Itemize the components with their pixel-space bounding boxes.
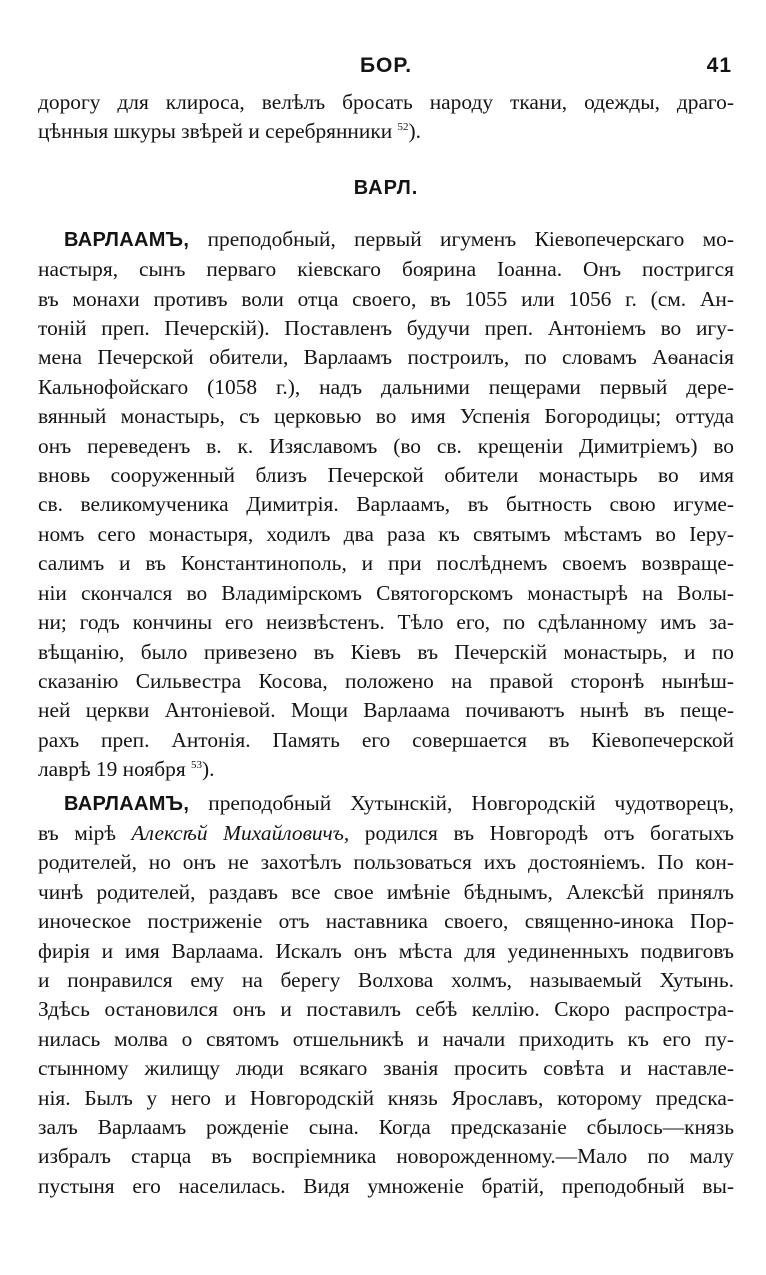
page-number: 41 bbox=[706, 54, 732, 77]
text-line: рахъ преп. Антонія. Память его совершается въ Кіевопечерской bbox=[38, 727, 734, 752]
text-line: настыря, сынъ перваго кіевскаго боярина Іоанна. Онъ постригся bbox=[38, 257, 734, 282]
text-line: нія. Былъ у него и Новгородскій князь Ярославъ, которому предска- bbox=[38, 1085, 734, 1110]
section-title: ВАРЛ. bbox=[353, 176, 419, 199]
text-line: Кальнофойскаго (1058 г.), надъ дальними пещерами первый дере- bbox=[38, 374, 734, 399]
text-line: нилась молва о святомъ отшельникѣ и начали приходить къ его пу- bbox=[38, 1026, 734, 1051]
text-fragment: преподобный Хутынскій, Новгородскій чудотворецъ, bbox=[208, 790, 734, 815]
text-line bbox=[38, 819, 734, 848]
text-line: стынному жилищу люди всякаго званія просить совѣта и наставле- bbox=[38, 1056, 734, 1081]
text-line: сказанію Сильвестра Косова, положено на правой сторонѣ нынѣш- bbox=[38, 668, 734, 693]
text-fragment: преподобный, первый игуменъ Кіевопечерскаго мо- bbox=[207, 226, 734, 251]
italic-name: Алексѣй Михайловичъ, bbox=[131, 820, 350, 845]
text-line: фирія и имя Варлаама. Искалъ онъ мѣста для уединенныхъ подвиговъ bbox=[38, 938, 734, 963]
text-line: чинѣ родителей, раздавъ все свое имѣніе бѣднымъ, Алексѣй принялъ bbox=[38, 879, 734, 904]
text-line bbox=[38, 755, 734, 784]
text-line: и понравился ему на берегу Волхова холмъ, называемый Хутынь. bbox=[38, 967, 734, 992]
text-line: вянный монастырь, съ церковью во имя Успенія Богородицы; оттуда bbox=[38, 404, 734, 429]
text-line: пустыня его населилась. Видя умноженіе братій, преподобный вы- bbox=[38, 1173, 734, 1198]
text-line: онъ переведенъ в. к. Изяславомъ (во св. крещеніи Димитріемъ) во bbox=[38, 433, 734, 458]
text-fragment: ). bbox=[202, 757, 215, 782]
text-line: Здѣсь остановился онъ и поставилъ себѣ келлію. Скоро распростра- bbox=[38, 997, 734, 1022]
running-head-title: БОР. bbox=[359, 54, 413, 77]
entry-headword: ВАРЛААМЪ, bbox=[64, 792, 190, 815]
text-line: вновь сооруженный близъ Печерской обители монастырь во имя bbox=[38, 463, 734, 488]
text-line: ніи скончался во Владимірскомъ Святогорскомъ монастырѣ на Волы- bbox=[38, 580, 734, 605]
footnote-ref: 53 bbox=[191, 759, 203, 771]
text-line: ней церкви Антоніевой. Мощи Варлаама почиваютъ нынѣ въ пеще- bbox=[38, 698, 734, 723]
entry-varlaam-kiev bbox=[38, 225, 734, 785]
text-line: въ монахи противъ воли отца своего, въ 1055 или 1056 г. (см. Ан- bbox=[38, 286, 734, 311]
text-fragment: въ мірѣ bbox=[38, 820, 116, 845]
text-line: дорогу для клироса, велѣлъ бросать народу ткани, одежды, драго- bbox=[38, 90, 734, 114]
text-fragment: лаврѣ 19 ноября bbox=[38, 757, 186, 782]
text-line: номъ сего монастыря, ходилъ два раза къ святымъ мѣстамъ во Іеру- bbox=[38, 521, 734, 546]
entry-headword: ВАРЛААМЪ, bbox=[64, 228, 190, 251]
continuation-paragraph bbox=[38, 88, 734, 147]
entry-varlaam-khutyn bbox=[38, 789, 734, 1202]
text-fragment: родился въ Новгородѣ отъ богатыхъ bbox=[364, 820, 734, 845]
text-line: св. великомученика Димитрія. Варлаамъ, въ бытность свою игуме- bbox=[38, 492, 734, 517]
text-line: иноческое постриженіе отъ наставника своего, священно-инока Пор- bbox=[38, 909, 734, 934]
text-line: родителей, но онъ не захотѣлъ пользоваться ихъ достояніемъ. По кон- bbox=[38, 850, 734, 875]
body-text bbox=[38, 88, 734, 1201]
text-line: мена Печерской обители, Варлаамъ построилъ, по словамъ Аѳанасія bbox=[38, 345, 734, 370]
text-line: залъ Варлаамъ рожденіе сына. Когда предсказаніе сбылось—князь bbox=[38, 1115, 734, 1139]
book-page bbox=[38, 48, 734, 1201]
text-line bbox=[38, 117, 734, 146]
text-line: избралъ старца въ воспріемника новорожденному.—Мало по малу bbox=[38, 1144, 734, 1169]
text-line: ни; годъ кончины его неизвѣстенъ. Тѣло его, по сдѣланному имъ за- bbox=[38, 610, 734, 635]
text-line: салимъ и въ Константинополь, и при послѣднемъ своемъ возвраще- bbox=[38, 551, 734, 576]
text-line: вѣщанію, было привезено въ Кіевъ въ Печерскій монастырь, и по bbox=[38, 639, 734, 664]
text-line bbox=[38, 789, 734, 819]
footnote-ref: 52 bbox=[397, 121, 409, 134]
text-line: тоній преп. Печерскій). Поставленъ будучи преп. Антоніемъ во игу- bbox=[38, 316, 734, 341]
running-head bbox=[38, 48, 734, 88]
text-fragment: цѣнныя шкуры звѣрей и серебрянники bbox=[38, 119, 393, 144]
text-line bbox=[38, 225, 734, 255]
text-fragment: ). bbox=[408, 119, 422, 144]
